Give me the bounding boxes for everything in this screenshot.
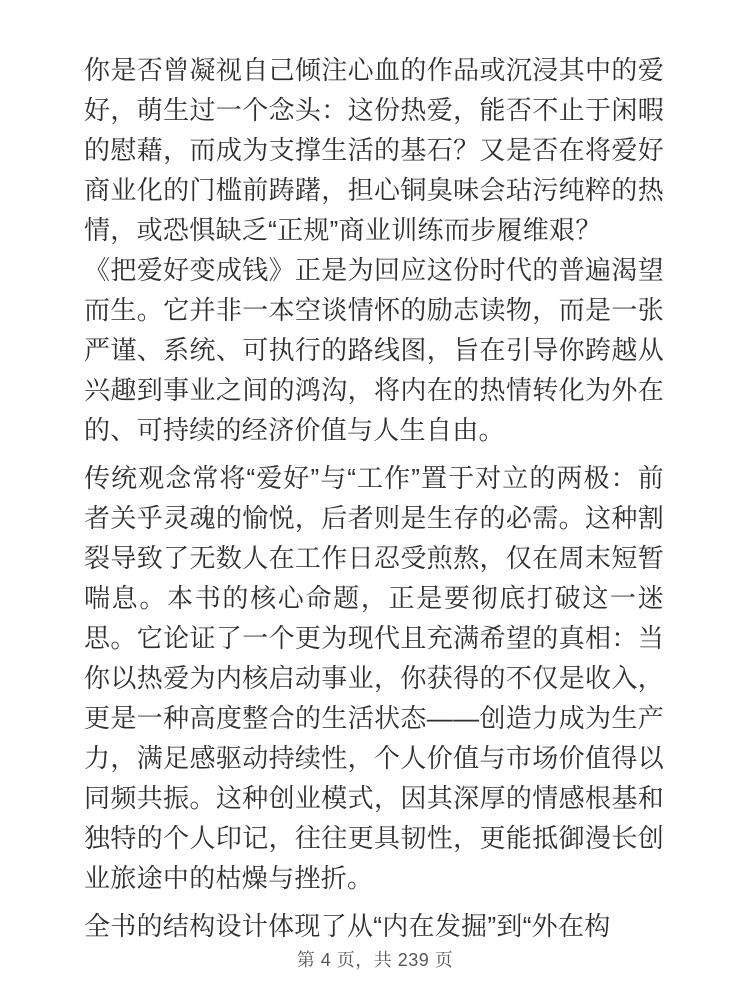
paragraph: 传统观念常将“爱好”与“工作”置于对立的两极：前者关乎灵魂的愉悦，后者则是生存的必需。这种割裂导致了无数人在工作日忍受煎熬，仅在周末短暂喘息。本书的核心命题，正是要彻底打破这一迷思。它论证了一个更为现代且充满希望的真相：当你以热爱为内核启动事业，你获得的不仅是收入，更是一种高度整合的生活状态——创造力成为生产力，满足感驱动持续性，个人价值与市场价值得以同频共振。这种创业模式，因其深厚的情感根基和独特的个人印记，往往更具韧性，更能抵御漫长创业旅途中的枯燥与挫折。 <box>84 463 664 893</box>
paragraph: 你是否曾凝视自己倾注心血的作品或沉浸其中的爱好，萌生过一个念头：这份热爱，能否不止于闲暇的慰藉，而成为支撑生活的基石？又是否在将爱好商业化的门槛前踌躇，担心铜臭味会玷污纯粹的热情，或恐惧缺乏“正规”商业训练而步履维艰？ <box>84 55 664 245</box>
text-block <box>84 458 664 898</box>
text-block <box>84 906 664 946</box>
page-text-column <box>84 50 664 946</box>
page-number-footer: 第 4 页，共 239 页 <box>296 950 454 970</box>
paragraph: 全书的结构设计体现了从“内在发掘”到“外在构 <box>84 911 611 941</box>
text-block <box>84 50 664 450</box>
paragraph: 《把爱好变成钱》正是为回应这份时代的普遍渴望而生。它并非一本空谈情怀的励志读物，而是一张严谨、系统、可执行的路线图，旨在引导你跨越从兴趣到事业之间的鸿沟，将内在的热情转化为外在的、可持续的经济价值与人生自由。 <box>84 255 664 445</box>
